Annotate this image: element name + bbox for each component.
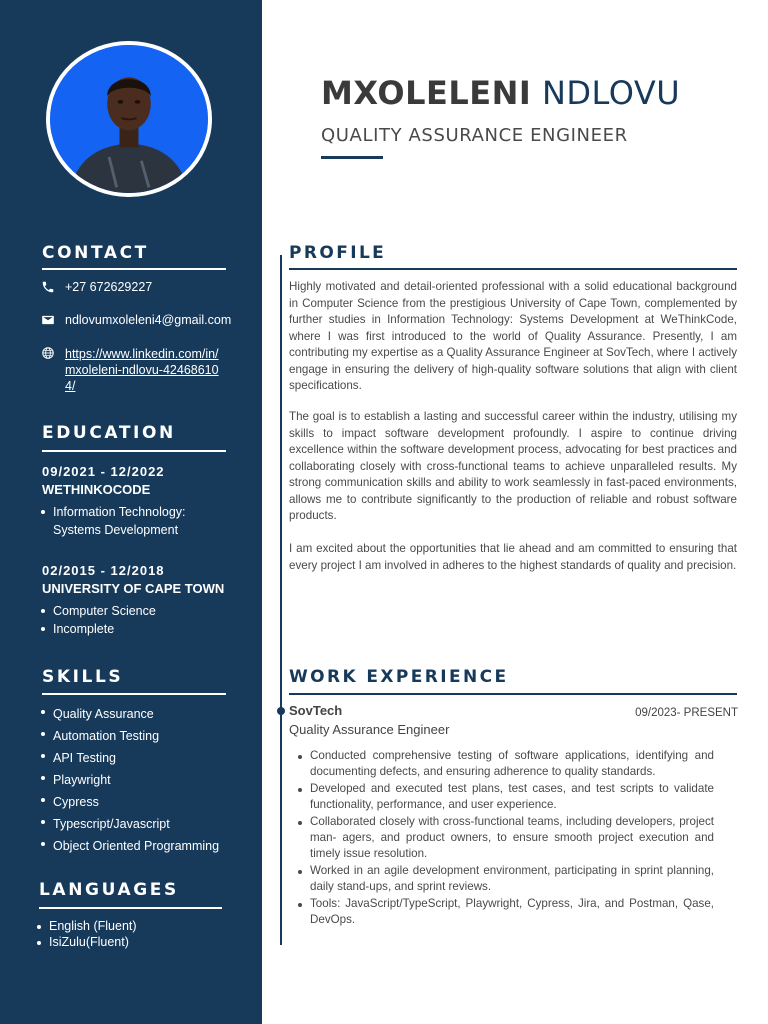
education-school: WETHINKOCODE [42,482,151,497]
list-item: Typescript/Javascript [38,813,219,835]
contact-phone [40,280,152,294]
profile-photo [50,45,208,193]
languages-heading: LANGUAGES [39,880,179,900]
list-item: Collaborated closely with cross-functional teams, including developers, project man- agers, and product owners, to ensure smooth project execution and timely issue resolution. [294,814,714,863]
list-item: Information Technology: Systems Development [38,503,208,539]
list-item: Playwright [38,769,219,791]
languages-divider [39,907,222,909]
list-item: Object Oriented Programming [38,835,219,857]
timeline-dot [277,707,285,715]
contact-heading: CONTACT [42,243,149,263]
email-text[interactable]: ndlovumxoleleni4@gmail.com [65,313,232,327]
list-item: English (Fluent) [34,918,137,934]
candidate-name [321,74,680,112]
education-heading: EDUCATION [42,423,176,443]
education-dates: 02/2015 - 12/2018 [42,563,165,578]
education-items [38,602,156,638]
phone-text: +27 672629227 [65,280,153,294]
email-icon [40,313,56,327]
profile-heading: PROFILE [289,243,387,263]
linkedin-link[interactable]: https://www.linkedin.com/in/mxoleleni-ndlovu-424686104/ [65,347,219,393]
job-title: Quality Assurance Engineer [289,722,450,737]
education-items [38,503,208,539]
contact-divider [42,268,226,270]
contact-email [40,313,231,327]
contact-linkedin [40,346,225,394]
sidebar [0,0,262,1024]
work-divider [289,693,737,695]
education-divider [42,450,226,452]
list-item: Conducted comprehensive testing of software applications, identifying and documenting defects, and ensuring adherence to quality standards. [294,748,714,781]
phone-icon [40,280,56,294]
timeline-line [280,255,282,945]
job-dates: 09/2023- PRESENT [635,707,738,719]
list-item: Incomplete [38,620,156,638]
work-heading: WORK EXPERIENCE [289,667,509,687]
first-name: MXOLELENI [321,74,532,112]
role-underline [321,156,383,159]
list-item: Tools: JavaScript/TypeScript, Playwright, Cypress, Jira, and Postman, Qase, DevOps. [294,896,714,929]
profile-paragraph: The goal is to establish a lasting and successful career within the industry, utilising my skills to impact software development profoundly. I aspire to continue driving excellence within the software development process, advocating for best practices and collaborating closely with cross-functional teams to achieve unparalleled results. My strong communication skills and ability to work seamlessly in fast-paced environments, allows me to contribute significantly to the production of reliable and robust software products. [289,410,737,522]
job-role: QUALITY ASSURANCE ENGINEER [321,125,628,146]
list-item: IsiZulu(Fluent) [34,934,137,950]
globe-icon [40,346,56,360]
list-item: API Testing [38,747,219,769]
education-dates: 09/2021 - 12/2022 [42,464,165,479]
job-bullets [294,748,714,928]
job-company: SovTech [289,703,343,718]
profile-paragraph: I am excited about the opportunities that lie ahead and am committed to ensuring that every project I am involved in adheres to the highest standards of quality and precision. [289,542,737,572]
avatar [46,41,212,197]
skills-divider [42,693,226,695]
languages-list [34,918,137,950]
profile-divider [289,268,737,270]
education-school: UNIVERSITY OF CAPE TOWN [42,581,225,596]
skills-heading: SKILLS [42,667,124,687]
list-item: Cypress [38,791,219,813]
profile-paragraph: Highly motivated and detail-oriented professional with a solid educational background in Computer Science from the prestigious University of Cape Town, complemented by further studies in Information Technology: Systems Development at WeThinkCode, where I was first introduced to the world of Quality Assurance. Presently, I am contributing my expertise as a Quality Assurance Engineer at SovTech, where I actively engage in ensuring the delivery of high-quality software solutions that align with client specifications. [289,280,737,392]
list-item: Computer Science [38,602,156,620]
list-item: Worked in an agile development environment, participating in sprint planning, daily stand-ups, and sprint reviews. [294,863,714,896]
last-name: NDLOVU [541,74,681,112]
skills-list [38,703,219,857]
list-item: Automation Testing [38,725,219,747]
list-item: Quality Assurance [38,703,219,725]
list-item: Developed and executed test plans, test cases, and test scripts to validate functionality, performance, and user experience. [294,781,714,814]
